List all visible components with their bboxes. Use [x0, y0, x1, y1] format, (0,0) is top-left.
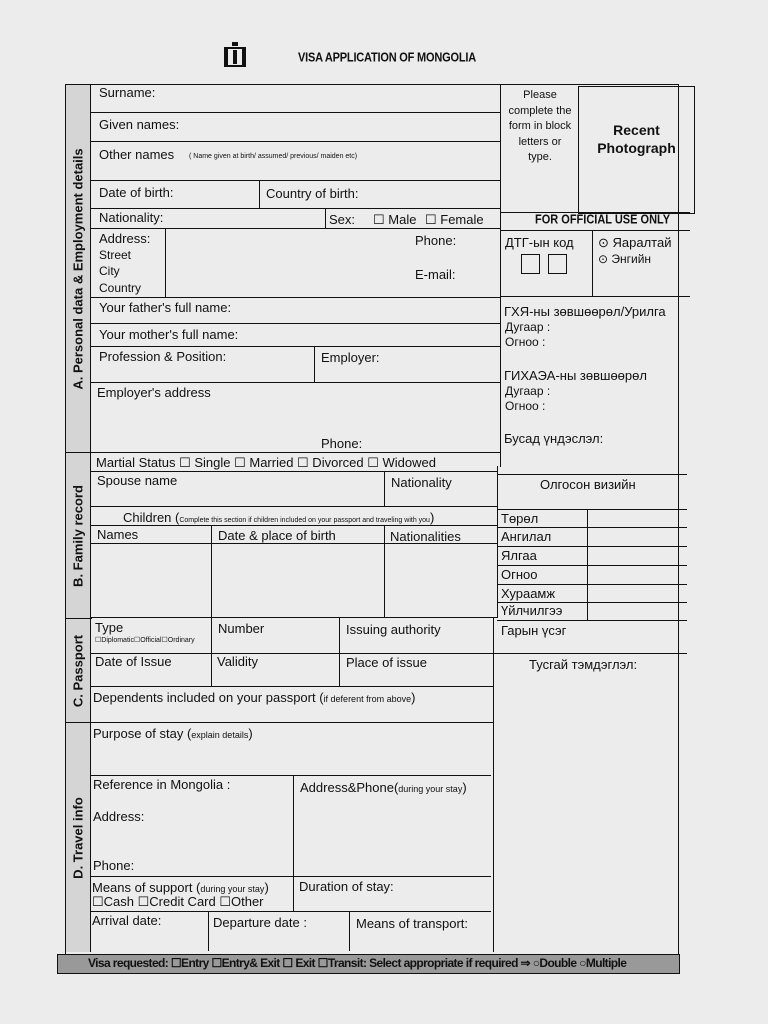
- dependents-label: Dependents included on your passport (: [93, 690, 324, 705]
- passport-type-label: Type: [95, 620, 124, 635]
- visa-row-category: Ангилал: [501, 529, 552, 544]
- children-note: Complete this section if children included on your passport and traveling with you: [179, 517, 430, 524]
- signature-label: Гарын үсэг: [501, 623, 567, 638]
- divider: [91, 617, 497, 618]
- spouse-label: Spouse name: [97, 473, 178, 488]
- surname-label: Surname:: [99, 85, 156, 100]
- departure-label: Departure date :: [213, 915, 307, 930]
- divider: [91, 323, 501, 324]
- photo-instruction-line: complete the: [508, 104, 572, 117]
- purpose-label-group: [93, 725, 253, 743]
- divider: [91, 112, 501, 113]
- names-header: Names: [97, 527, 139, 542]
- immigration-date-label: Огноо :: [505, 399, 546, 413]
- divider: [500, 230, 690, 231]
- nationality-label: Nationality:: [99, 210, 164, 225]
- divider: [325, 208, 326, 228]
- special-notes-label: Тусгай тэмдэглэл:: [529, 657, 638, 672]
- divider: [497, 584, 687, 585]
- father-label: Your father's full name:: [99, 300, 232, 315]
- passport-number-label: Number: [218, 621, 265, 636]
- visa-row-fee: Хураамж: [501, 586, 556, 601]
- divider: [339, 618, 340, 686]
- validity-label: Validity: [217, 654, 258, 669]
- divider: [91, 141, 501, 142]
- divider: [66, 722, 92, 723]
- purpose-label: Purpose of stay (: [93, 726, 192, 741]
- profession-label: Profession & Position:: [99, 349, 227, 364]
- section-a-bar: [66, 85, 91, 452]
- arrival-label: Arrival date:: [92, 913, 162, 928]
- address-phone-close: ): [462, 780, 467, 795]
- divider: [497, 509, 687, 510]
- employer-phone-label: Phone:: [321, 436, 363, 451]
- immigration-permission-label: ГИХАЭА-ны зөвшөөрөл: [504, 368, 647, 383]
- purpose-close: ): [248, 726, 253, 741]
- place-of-issue-label: Place of issue: [346, 655, 427, 670]
- divider: [500, 85, 501, 467]
- urgent-option[interactable]: ⊙ Яаралтай: [598, 235, 672, 250]
- mfa-date-label: Огноо :: [505, 335, 546, 349]
- divider: [500, 296, 690, 297]
- dependents-label-group: [93, 689, 415, 707]
- divider: [91, 180, 501, 181]
- photo-instruction-line: form in block: [508, 120, 572, 132]
- city-label: City: [99, 264, 120, 278]
- other-names-note: ( Name given at birth/ assumed/ previous/ maiden etc): [189, 153, 358, 160]
- other-names-label: Other names: [99, 147, 175, 162]
- dob-label: Date of birth:: [99, 185, 174, 200]
- surname-field[interactable]: [170, 86, 498, 110]
- visa-row-type: Төрөл: [501, 511, 539, 526]
- divider: [91, 722, 493, 723]
- mfa-permission-label: ГХЯ-ны зөвшөөрөл/Урилга: [504, 304, 666, 319]
- divider: [91, 911, 491, 912]
- dtg-code-box[interactable]: [521, 254, 540, 274]
- divider: [91, 452, 501, 453]
- divider: [91, 686, 493, 687]
- divider: [497, 466, 498, 618]
- divider: [293, 775, 294, 911]
- normal-option[interactable]: ⊙ Энгийн: [598, 252, 652, 266]
- sex-label: Sex:: [329, 212, 356, 227]
- divider: [259, 180, 260, 208]
- cob-label: Country of birth:: [266, 186, 359, 201]
- divider: [165, 228, 166, 297]
- duration-label: Duration of stay:: [299, 879, 394, 894]
- address-phone-note: during your stay: [398, 784, 463, 794]
- other-grounds-label: Бусад үндэслэл:: [504, 431, 604, 446]
- divider: [349, 911, 350, 951]
- male-checkbox[interactable]: ☐ Male: [373, 212, 417, 227]
- given-names-label: Given names:: [99, 117, 180, 132]
- divider: [91, 297, 501, 298]
- passport-type-options[interactable]: ☐Diplomatic☐Official☐Ordinary: [95, 637, 195, 644]
- reference-address-label: Address:: [93, 809, 145, 824]
- address-phone-label: Address&Phone(: [300, 780, 399, 795]
- official-use-title: FOR OFFICIAL USE ONLY: [535, 212, 671, 227]
- phone-label: Phone:: [415, 233, 457, 248]
- immigration-number-label: Дугаар :: [505, 384, 551, 398]
- section-c-bar: [66, 619, 91, 722]
- divider: [91, 382, 501, 383]
- divider: [91, 208, 501, 209]
- divider: [91, 346, 501, 347]
- mother-label: Your mother's full name:: [99, 327, 239, 342]
- divider: [497, 474, 687, 475]
- divider: [91, 775, 491, 776]
- issue-date-label: Date of Issue: [95, 654, 172, 669]
- means-close: ): [264, 880, 269, 895]
- emblem-icon: [224, 42, 246, 68]
- date-place-header: Date & place of birth: [218, 528, 336, 543]
- section-a-label: A. Personal data & Employment details: [70, 147, 86, 390]
- section-d-label: D. Travel info: [70, 796, 86, 879]
- children-heading: [123, 509, 434, 527]
- children-close: ): [429, 510, 435, 525]
- photo-instructions: [503, 88, 577, 166]
- visa-row-difference: Ялгаа: [501, 548, 537, 563]
- divider: [497, 620, 687, 621]
- employer-label: Employer:: [321, 350, 380, 365]
- divider: [211, 618, 212, 686]
- given-names-field[interactable]: [195, 114, 498, 140]
- spouse-nationality-label: Nationality: [391, 475, 452, 490]
- transport-label: Means of transport:: [356, 916, 468, 931]
- divider: [493, 618, 494, 952]
- section-c-label: C. Passport: [70, 634, 86, 707]
- divider: [497, 565, 687, 566]
- photo-label-line: Photograph: [597, 140, 676, 156]
- mfa-number-label: Дугаар :: [505, 320, 551, 334]
- female-checkbox[interactable]: ☐ Female: [425, 212, 484, 227]
- divider: [587, 509, 588, 620]
- children-label: Children (: [123, 510, 180, 525]
- photo-instruction-line: type.: [528, 151, 552, 163]
- divider: [91, 876, 491, 877]
- section-b-bar: [66, 453, 91, 618]
- dependents-note: if deferent from above: [323, 694, 412, 704]
- divider: [493, 653, 687, 654]
- purpose-note: explain details: [191, 730, 249, 740]
- employer-address-label: Employer's address: [97, 385, 211, 400]
- means-options[interactable]: ☐Cash ☐Credit Card ☐Other: [92, 894, 264, 909]
- divider: [592, 230, 593, 296]
- divider: [384, 525, 385, 617]
- divider: [497, 527, 687, 528]
- email-label: E-mail:: [415, 267, 456, 282]
- street-label: Street: [99, 248, 132, 262]
- photo-label: [579, 121, 694, 157]
- dtg-code-label: ДТГ-ын код: [505, 235, 574, 250]
- reference-label: Reference in Mongolia :: [93, 777, 231, 792]
- divider: [314, 346, 315, 382]
- photo-instruction-line: letters or: [518, 135, 562, 148]
- address-label: Address:: [99, 231, 151, 246]
- visa-row-service: Үйлчилгээ: [501, 603, 563, 618]
- nationalities-header: Nationalities: [390, 529, 461, 544]
- reference-phone-label: Phone:: [93, 858, 135, 873]
- divider: [66, 452, 92, 453]
- visa-requested-bar: [57, 954, 680, 974]
- divider: [208, 911, 209, 951]
- divider: [91, 228, 501, 229]
- divider: [211, 525, 212, 617]
- visa-requested-options[interactable]: Visa requested: ☐Entry ☐Entry& Exit ☐ Exit ☐Transit: Select appropriate if required ⇒ ○Double ○Multiple: [88, 956, 627, 970]
- divider: [497, 546, 687, 547]
- dependents-close: ): [411, 690, 416, 705]
- section-b-label: B. Family record: [70, 484, 86, 587]
- means-label: Means of support (: [92, 880, 201, 895]
- divider: [91, 471, 497, 472]
- dtg-code-box[interactable]: [548, 254, 567, 274]
- address-phone-label-group: [300, 779, 467, 797]
- photo-label-line: Recent: [613, 122, 660, 138]
- divider: [66, 618, 92, 619]
- means-note: during your stay: [200, 884, 265, 894]
- country-label: Country: [99, 281, 142, 295]
- visa-row-date: Огноо: [501, 567, 538, 582]
- issued-visa-label: Олгосон визийн: [540, 477, 636, 492]
- issuing-authority-label: Issuing authority: [346, 622, 441, 637]
- divider: [384, 471, 385, 506]
- marital-status[interactable]: Martial Status ☐ Single ☐ Married ☐ Divorced ☐ Widowed: [96, 455, 436, 470]
- photo-instruction-line: Please: [523, 89, 557, 101]
- divider: [91, 506, 497, 507]
- section-d-bar: [66, 723, 91, 952]
- page-title: VISA APPLICATION OF MONGOLIA: [298, 50, 476, 66]
